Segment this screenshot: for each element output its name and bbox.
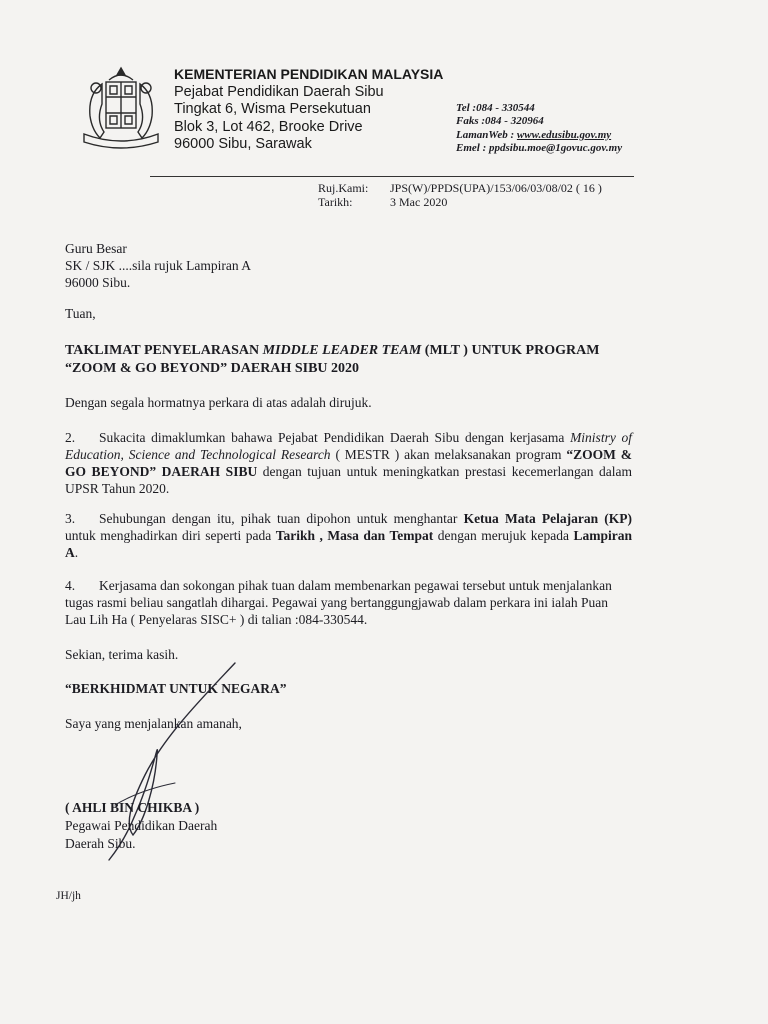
paragraph-text: Kerjasama dan sokongan pihak tuan dalam membenarkan pegawai tersebut untuk menjalankan tugas rasmi beliau sangatlah dihargai. Pegawai yang bertanggungjawab dalam perkara ini ialah Puan Lau Lih Ha ( Penyelaras SISC+ ) di talian :084-330544.: [65, 578, 612, 627]
recipient-line: Guru Besar: [65, 241, 127, 256]
motto: “BERKHIDMAT UNTUK NEGARA”: [65, 681, 287, 696]
subject-text: (MLT ) UNTUK PROGRAM: [421, 343, 600, 358]
header-divider: [150, 176, 634, 177]
recipient-address: [65, 240, 251, 291]
salutation: Tuan,: [65, 306, 96, 321]
paragraph-bold: Lampiran A: [65, 528, 632, 560]
subject-text: TAKLIMAT PENYELARASAN: [65, 343, 263, 358]
fax-label: Faks :: [456, 115, 486, 128]
recipient-line: SK / SJK ....sila rujuk Lampiran A: [65, 258, 251, 273]
paragraph-bold: “ZOOM & GO BEYOND” DAERAH SIBU: [65, 447, 632, 479]
paragraph-bold: Ketua Mata Pelajaran (KP): [463, 511, 632, 526]
closing-text: Sekian, terima kasih.: [65, 647, 179, 662]
signatory-title: Pegawai Pendidikan Daerah: [65, 818, 218, 833]
paragraph-italic: Ministry of Education, Science and Technological Research: [65, 430, 632, 462]
address-line: Blok 3, Lot 462, Brooke Drive: [174, 118, 363, 135]
paragraph-3: [65, 510, 632, 561]
signatory-name: ( AHLI BIN CHIKBA ): [65, 800, 200, 815]
paragraph-4: [65, 577, 632, 628]
letter-date: 3 Mac 2020: [390, 195, 448, 209]
email-label: Emel :: [456, 141, 489, 154]
paragraph-text: .: [74, 545, 79, 560]
initials-reference: JH/jh: [56, 890, 81, 902]
paragraph-bold: Tarikh , Masa dan Tempat: [275, 528, 434, 543]
paragraph-2: [65, 429, 632, 497]
web-label: LamanWeb :: [456, 128, 517, 141]
paragraph-text: untuk menghadirkan diri seperti pada: [65, 528, 276, 543]
signatory-place: Daerah Sibu.: [65, 836, 136, 851]
date-label: Tarikh:: [318, 195, 353, 209]
office-name: Pejabat Pendidikan Daerah Sibu: [174, 83, 384, 100]
letterhead-contact: [456, 102, 622, 155]
reference-number: JPS(W)/PPDS(UPA)/153/06/03/08/02 ( 16 ): [390, 181, 602, 195]
trust-statement: Saya yang menjalankan amanah,: [65, 716, 242, 731]
paragraph-text: dengan merujuk kepada: [433, 528, 574, 543]
reference-block: [318, 181, 602, 209]
intro-paragraph: Dengan segala hormatnya perkara di atas adalah dirujuk.: [65, 395, 372, 410]
reference-label: Ruj.Kami:: [318, 181, 369, 195]
ministry-name: KEMENTERIAN PENDIDIKAN MALAYSIA: [174, 66, 444, 82]
letter-subject: [65, 342, 599, 378]
email-value: ppdsibu.moe@1govuc.gov.my: [489, 141, 623, 154]
paragraph-text: Sukacita dimaklumkan bahawa Pejabat Pendidikan Daerah Sibu dengan kerjasama: [99, 430, 571, 445]
subject-line-2: “ZOOM & GO BEYOND” DAERAH SIBU 2020: [65, 361, 360, 376]
paragraph-number: 4.: [65, 578, 76, 593]
subject-italic: MIDDLE LEADER TEAM: [262, 343, 422, 358]
coat-of-arms-logo: [76, 64, 166, 154]
paragraph-text: ( MESTR ) akan melaksanakan program: [330, 447, 567, 462]
address-line: Tingkat 6, Wisma Persekutuan: [174, 101, 371, 117]
recipient-line: 96000 Sibu.: [65, 275, 131, 290]
web-link[interactable]: www.edusibu.gov.my: [516, 128, 612, 141]
paragraph-number: 3.: [65, 511, 76, 526]
paragraph-number: 2.: [65, 430, 76, 445]
fax-value: 084 - 320964: [485, 115, 544, 128]
paragraph-text: Sehubungan dengan itu, pihak tuan dipohon untuk menghantar: [99, 511, 464, 526]
tel-value: 084 - 330544: [476, 102, 535, 114]
tel-label: Tel :: [456, 102, 477, 114]
address-line: 96000 Sibu, Sarawak: [174, 136, 312, 152]
paragraph-text: dengan tujuan untuk meningkatkan prestasi kecemerlangan dalam UPSR Tahun 2020.: [65, 464, 632, 496]
letterhead-organization: [174, 66, 443, 154]
